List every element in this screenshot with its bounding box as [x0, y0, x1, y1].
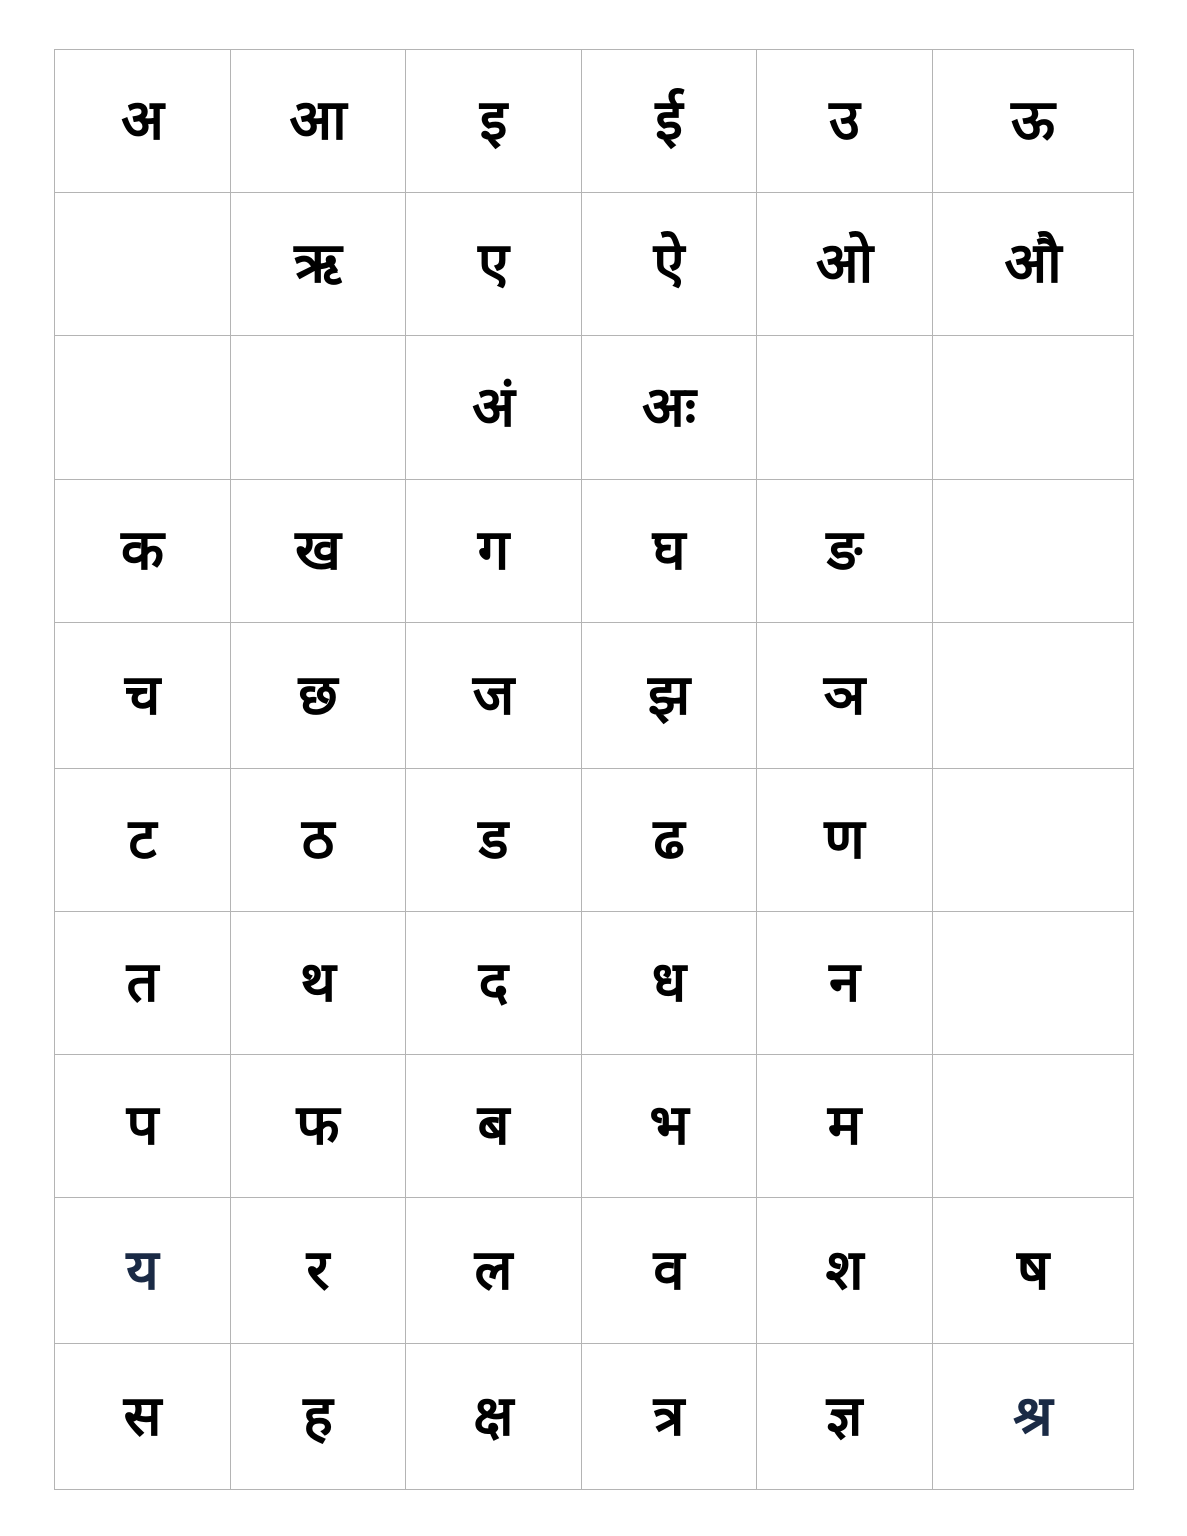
letter-cell: च [55, 623, 231, 769]
letter-cell: ज्ञ [757, 1344, 933, 1490]
alphabet-table [54, 49, 1134, 1490]
letter-cell: श्र [933, 1344, 1134, 1490]
letter-cell: फ [231, 1055, 406, 1198]
table-row [55, 1344, 1134, 1490]
letter-cell: ड [406, 769, 582, 912]
letter-cell: त्र [582, 1344, 757, 1490]
letter-cell: अं [406, 336, 582, 480]
table-row [55, 1055, 1134, 1198]
letter-cell: ऊ [933, 50, 1134, 193]
letter-cell: द [406, 912, 582, 1055]
table-row [55, 336, 1134, 480]
empty-cell [933, 336, 1134, 480]
empty-cell [933, 769, 1134, 912]
letter-cell: त [55, 912, 231, 1055]
letter-cell: ङ [757, 480, 933, 623]
letter-cell: छ [231, 623, 406, 769]
empty-cell [933, 623, 1134, 769]
empty-cell [933, 912, 1134, 1055]
letter-cell: ख [231, 480, 406, 623]
letter-cell: ए [406, 193, 582, 336]
empty-cell [231, 336, 406, 480]
letter-cell: उ [757, 50, 933, 193]
letter-cell: ल [406, 1198, 582, 1344]
letter-cell: ध [582, 912, 757, 1055]
letter-cell: ण [757, 769, 933, 912]
letter-cell: स [55, 1344, 231, 1490]
letter-cell: य [55, 1198, 231, 1344]
letter-cell: इ [406, 50, 582, 193]
letter-cell: ञ [757, 623, 933, 769]
letter-cell: श [757, 1198, 933, 1344]
letter-cell: न [757, 912, 933, 1055]
table-row [55, 50, 1134, 193]
table-row [55, 769, 1134, 912]
letter-cell: क्ष [406, 1344, 582, 1490]
table-row [55, 1198, 1134, 1344]
letter-cell: ब [406, 1055, 582, 1198]
letter-cell: औ [933, 193, 1134, 336]
empty-cell [933, 1055, 1134, 1198]
letter-cell: प [55, 1055, 231, 1198]
letter-cell: अ [55, 50, 231, 193]
letter-cell: थ [231, 912, 406, 1055]
letter-cell: ग [406, 480, 582, 623]
table-row [55, 912, 1134, 1055]
letter-cell: ज [406, 623, 582, 769]
letter-cell: घ [582, 480, 757, 623]
letter-cell: ओ [757, 193, 933, 336]
letter-cell: ट [55, 769, 231, 912]
letter-cell: ऐ [582, 193, 757, 336]
letter-cell: भ [582, 1055, 757, 1198]
empty-cell [757, 336, 933, 480]
empty-cell [933, 480, 1134, 623]
letter-cell: र [231, 1198, 406, 1344]
letter-cell: क [55, 480, 231, 623]
table-row [55, 480, 1134, 623]
letter-cell: ठ [231, 769, 406, 912]
letter-cell: अः [582, 336, 757, 480]
letter-cell: ढ [582, 769, 757, 912]
letter-cell: व [582, 1198, 757, 1344]
table-row [55, 623, 1134, 769]
letter-cell: ऋ [231, 193, 406, 336]
letter-cell: म [757, 1055, 933, 1198]
letter-cell: आ [231, 50, 406, 193]
alphabet-chart [54, 49, 1134, 1490]
empty-cell [55, 193, 231, 336]
letter-cell: ई [582, 50, 757, 193]
letter-cell: झ [582, 623, 757, 769]
letter-cell: ह [231, 1344, 406, 1490]
letter-cell: ष [933, 1198, 1134, 1344]
empty-cell [55, 336, 231, 480]
table-row [55, 193, 1134, 336]
